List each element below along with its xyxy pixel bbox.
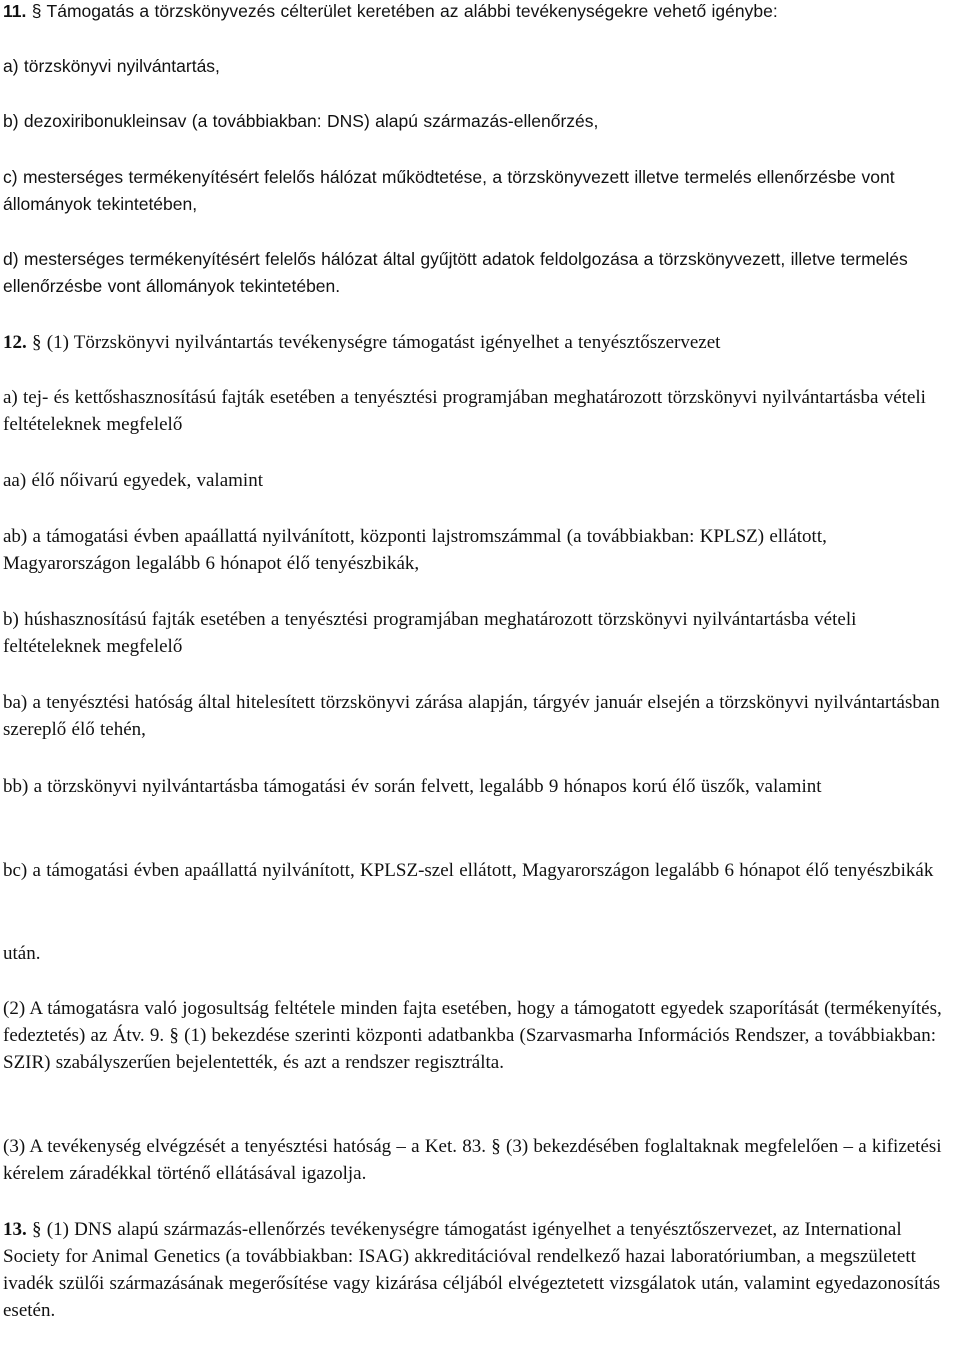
paragraph-text: d) mesterséges termékenyítésért felelős hálózat által gyűjtött adatok feldolgozása a törzskönyvezett, illetve termelés ellenőrzésbe vont állományok tekintetében. — [3, 249, 908, 296]
paragraph-item-c — [3, 164, 958, 218]
section-number: 11. — [3, 1, 27, 21]
paragraph-11-intro — [3, 0, 958, 25]
paragraph-text: § Támogatás a törzskönyvezés célterület keretében az alábbi tevékenységekre vehető igénybe: — [31, 1, 778, 21]
paragraph-text: (3) A tevékenység elvégzését a tenyésztési hatóság – a Ket. 83. § (3) bekezdésében foglaltaknak megfelelően – a kifizetési kérelem záradékkal történő ellátásával igazolja. — [3, 1136, 942, 1184]
paragraph-12-ab — [3, 523, 958, 577]
paragraph-item-b — [3, 108, 958, 135]
paragraph-text: a) törzskönyvi nyilvántartás, — [3, 56, 220, 76]
paragraph-text: § (1) DNS alapú származás-ellenőrzés tevékenységre támogatást igényelhet a tenyésztőszervezet, az International Society for Animal Genetics (a továbbiakban: ISAG) akkreditációval rendelkező hazai laboratóriumban, a megszületett ivadék szülői származásának megerősítése vagy kizárása céljából elvégeztetett vizsgálatok után, valamint egyedazonosítás esetén. — [3, 1219, 941, 1321]
paragraph-text: bb) a törzskönyvi nyilvántartásba támogatási év során felvett, legalább 9 hónapos korú élő üszők, valamint — [3, 776, 822, 797]
section-number: 12. — [3, 332, 27, 353]
paragraph-12-2 — [3, 995, 958, 1076]
paragraph-text: b) húshasznosítású fajták esetében a tenyésztési programjában meghatározott törzskönyvi nyilvántartásba vételi feltételeknek megfelelő — [3, 609, 857, 657]
paragraph-item-a — [3, 53, 958, 80]
paragraph-12-3 — [3, 1133, 958, 1187]
paragraph-12-utan — [3, 940, 958, 967]
paragraph-text: bc) a támogatási évben apaállattá nyilvánított, KPLSZ-szel ellátott, Magyarországon legalább 6 hónapot élő tenyészbikák — [3, 860, 934, 881]
paragraph-13-1 — [3, 1216, 958, 1324]
paragraph-text: ab) a támogatási évben apaállattá nyilvánított, központi lajstromszámmal (a továbbiakban: KPLSZ) ellátott, Magyarországon legalább 6 hónapot élő tenyészbikák, — [3, 526, 827, 574]
paragraph-text: a) tej- és kettőshasznosítású fajták esetében a tenyésztési programjában meghatározott törzskönyvi nyilvántartásba vételi feltételeknek megfelelő — [3, 387, 926, 435]
paragraph-text: után. — [3, 943, 41, 964]
paragraph-12-1 — [3, 329, 958, 356]
paragraph-item-d — [3, 246, 958, 300]
paragraph-text: aa) élő nőivarú egyedek, valamint — [3, 470, 263, 491]
paragraph-text: ba) a tenyésztési hatóság által hitelesített törzskönyvi zárása alapján, tárgyév január elsején a törzskönyvi nyilvántartásban szereplő élő tehén, — [3, 692, 940, 740]
paragraph-text: (2) A támogatásra való jogosultság feltétele minden fajta esetében, hogy a támogatott egyedek szaporítását (termékenyítés, fedeztetés) az Átv. 9. § (1) bekezdése szerinti központi adatbankba (Szarvasmarha Információs Rendszer, a továbbiakban: SZIR) szabályszerűen bejelentették, és azt a rendszer regisztrálta. — [3, 998, 942, 1073]
paragraph-text: c) mesterséges termékenyítésért felelős hálózat működtetése, a törzskönyvezett illetve termelés ellenőrzésbe vont állományok tekintetében, — [3, 167, 895, 214]
paragraph-text: § (1) Törzskönyvi nyilvántartás tevékenységre támogatást igényelhet a tenyésztőszervezet — [32, 332, 721, 353]
paragraph-12-a — [3, 384, 958, 438]
section-number: 13. — [3, 1219, 27, 1240]
paragraph-12-b — [3, 606, 958, 660]
paragraph-12-ba — [3, 689, 958, 743]
paragraph-12-bb — [3, 773, 958, 800]
paragraph-12-aa — [3, 467, 958, 494]
paragraph-text: b) dezoxiribonukleinsav (a továbbiakban: DNS) alapú származás-ellenőrzés, — [3, 111, 599, 131]
paragraph-12-bc — [3, 857, 958, 884]
